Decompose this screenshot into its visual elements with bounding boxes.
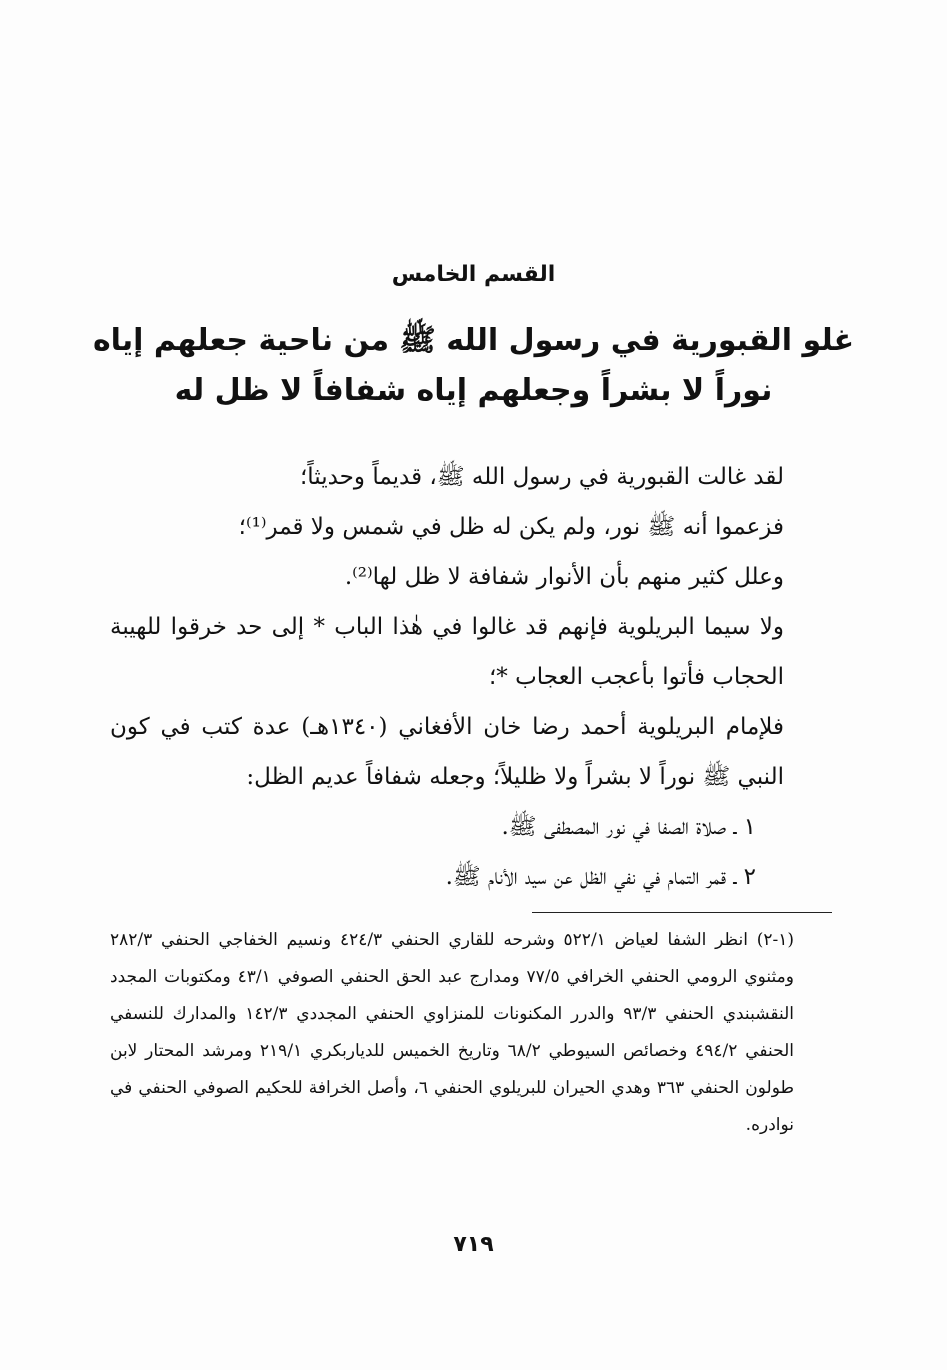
section-label: القسم الخامس bbox=[391, 262, 556, 287]
footnote-divider bbox=[532, 912, 832, 913]
paragraph: ولا سيما البريلوية فإنهم قد غالوا في هٰذا الباب * إلى حد خرقوا للهيبة الحجاب فأتوا بأعجب العجاب *؛ bbox=[110, 614, 784, 690]
paragraph: فزعموا أنه ﷺ نور، ولم يكن له ظل في شمس ولا قمر⁽¹⁾؛ bbox=[238, 514, 784, 540]
list-item: ٢ ـ قمر التمام في نفي الظل عن سيد الأنام ﷺ. bbox=[445, 864, 756, 890]
body-text bbox=[110, 452, 834, 902]
footnote: (١-٢) انظر الشفا لعياض ٥٢٢/١ وشرحه للقاري الحنفي ٤٢٤/٣ ونسيم الخفاجي الحنفي ٢٨٢/٣ ومثنوي الرومي الحنفي الخرافي ٧٧/٥ ومدارج عبد الحق الحنفي الصوفي ٤٣/١ ومكتوبات المجدد النقشبندي الحنفي ٩٣/٣ والدرر المكنونات للمنزاوي الحنفي المجددي ١٤٢/٣ والمدارك للنسفي الحنفي ٤٩٤/٢ وخصائص السيوطي ٦٨/٢ وتاريخ الخميس للدياربكري ٢١٩/١ ومرشد المحتار لابن طولون الحنفي ٣٦٣ وهدي الحيران للبريلوي الحنفي ٦، وأصل الخرافة للحكيم الصوفي الحنفي في نوادره. bbox=[110, 930, 795, 1135]
paragraph: فلإمام البريلوية أحمد رضا خان الأفغاني (١٣٤٠هـ) عدة كتب في كون النبي ﷺ نوراً لا بشراً ولا ظليلاً؛ وجعله شفافاً عديم الظل: bbox=[110, 714, 784, 790]
list-item: ١ ـ صلاة الصفا في نور المصطفى ﷺ. bbox=[501, 814, 756, 840]
paragraph: وعلل كثير منهم بأن الأنوار شفافة لا ظل لها⁽²⁾. bbox=[344, 564, 784, 590]
footnotes bbox=[110, 922, 834, 1144]
page-number: ٧١٩ bbox=[453, 1232, 494, 1257]
chapter-title: غلو القبورية في رسول الله ﷺ من ناحية جعلهم إياه نوراً لا بشراً وجعلهم إياه شفافاً لا ظل له bbox=[92, 323, 855, 408]
paragraph: لقد غالت القبورية في رسول الله ﷺ، قديماً وحديثاً؛ bbox=[299, 464, 784, 490]
